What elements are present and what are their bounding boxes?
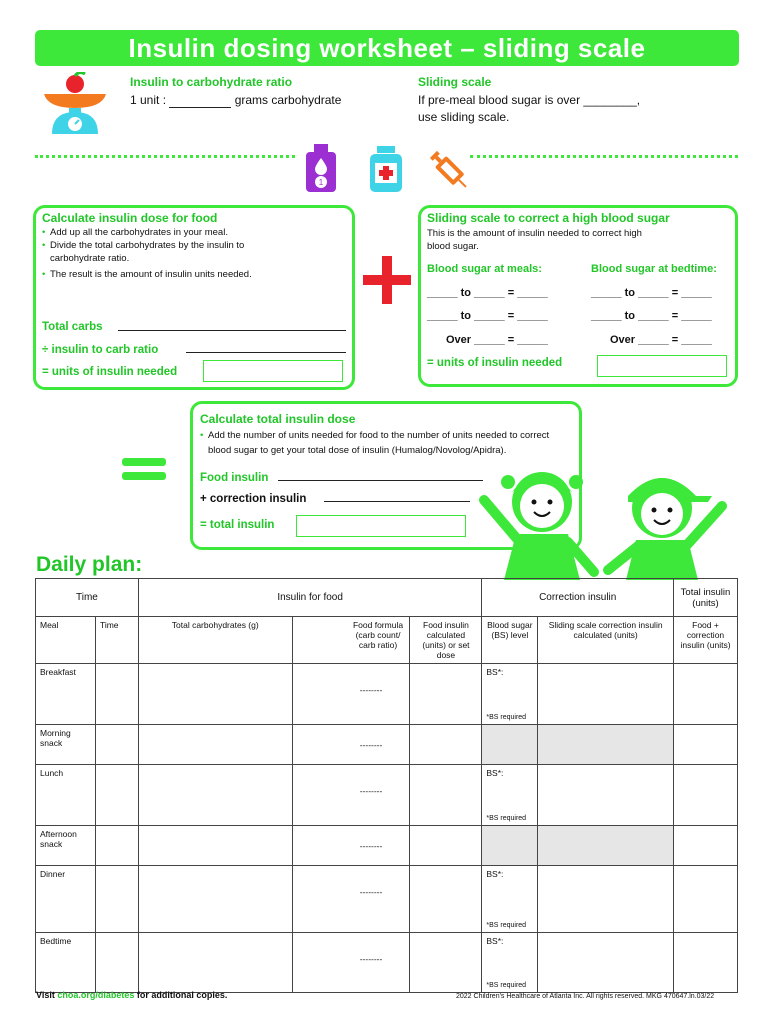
food-calc-cell[interactable] — [410, 664, 482, 725]
food-insulin-input[interactable] — [278, 469, 483, 481]
ratio-line — [130, 93, 341, 108]
ratio-suffix: grams carbohydrate — [234, 93, 342, 107]
bs-cell[interactable] — [482, 826, 538, 866]
total-insulin-input[interactable] — [296, 515, 466, 537]
formula-dash: -------- — [359, 740, 383, 750]
meal-cell — [36, 664, 96, 725]
bedtime-row-over[interactable]: Over _____ = _____ — [610, 334, 712, 346]
ratio-prefix: 1 unit : — [130, 93, 170, 107]
carbs-cell[interactable] — [138, 725, 292, 765]
bedtime-row-1[interactable]: _____ to _____ = _____ — [591, 287, 712, 299]
carbs-cell[interactable] — [138, 826, 292, 866]
title-bar — [35, 30, 739, 66]
total-dose-heading: Calculate total insulin dose — [200, 412, 356, 426]
sliding-text — [418, 92, 640, 126]
divider-right — [470, 155, 738, 158]
food-plus-subheader: Food + correction insulin (units) — [674, 617, 738, 664]
carbs-cell[interactable] — [138, 664, 292, 725]
time-cell[interactable] — [95, 765, 138, 826]
formula-dash: -------- — [359, 954, 383, 964]
meals-row-1[interactable]: _____ to _____ = _____ — [427, 287, 548, 299]
meal-cell — [36, 866, 96, 933]
food-calc-subheader: Food insulin calculated (units) or set dose — [410, 617, 482, 664]
food-dose-bullets — [42, 226, 292, 281]
ratio-grams-input[interactable] — [169, 95, 231, 108]
sliding-line1: If pre-meal blood sugar is over ________, — [418, 93, 641, 107]
bs-label: BS*: — [486, 768, 504, 778]
scale-cell[interactable] — [538, 664, 674, 725]
formula-dash: -------- — [359, 841, 383, 851]
formula-cell[interactable] — [292, 933, 410, 993]
sliding-heading: Sliding scale — [418, 75, 492, 89]
footer-visit: Visit choa.org/diabetes for additional copies. — [36, 990, 228, 1000]
meal-cell — [36, 933, 96, 993]
ratio-heading: Insulin to carbohydrate ratio — [130, 75, 293, 89]
table-row — [36, 826, 738, 866]
carbs-cell[interactable] — [138, 933, 292, 993]
food-dose-heading: Calculate insulin dose for food — [42, 211, 218, 225]
bs-subheader: Blood sugar (BS) level — [482, 617, 538, 664]
meal-cell — [36, 765, 96, 826]
bs-required-note: *BS required — [486, 982, 527, 989]
scale-cell[interactable] — [538, 725, 674, 765]
carbs-cell[interactable] — [138, 866, 292, 933]
meal-label: Dinner — [40, 869, 66, 879]
bs-required-note: *BS required — [486, 714, 527, 721]
correction-insulin-input[interactable] — [324, 490, 470, 502]
food-calc-cell[interactable] — [410, 765, 482, 826]
equals-icon — [120, 456, 168, 482]
formula-cell[interactable] — [292, 866, 410, 933]
kids-illustration — [476, 452, 738, 580]
time-subheader: Time — [95, 617, 138, 664]
meal-label: Afternoon snack — [40, 829, 77, 849]
food-calc-cell[interactable] — [410, 725, 482, 765]
carbs-subheader: Total carbohydrates (g) — [138, 617, 292, 664]
bs-cell[interactable] — [482, 866, 538, 933]
time-cell[interactable] — [95, 725, 138, 765]
total-carbs-input[interactable] — [118, 319, 346, 331]
time-header: Time — [36, 579, 139, 617]
bs-cell[interactable] — [482, 765, 538, 826]
food-units-label: = units of insulin needed — [42, 366, 178, 378]
total-header: Total insulin (units) — [674, 579, 738, 617]
correction-units-input[interactable] — [597, 355, 727, 377]
total-cell[interactable] — [674, 866, 738, 933]
footer-copyright: 2022 Children's Healthcare of Atlanta Inc. All rights reserved. MKG 470647.ln.03/22 — [456, 993, 715, 1000]
meals-row-2[interactable]: _____ to _____ = _____ — [427, 310, 548, 322]
divide-ratio-label: ÷ insulin to carb ratio — [42, 344, 159, 356]
meal-label: Morning snack — [40, 728, 71, 748]
divider-left — [35, 155, 295, 158]
total-cell[interactable] — [674, 664, 738, 725]
food-dose-bullet-2: • Divide the total carbohydrates by the insulin to carbohydrate ratio. — [42, 239, 292, 265]
footer-link[interactable]: choa.org/diabetes — [57, 990, 135, 1000]
food-units-input[interactable] — [203, 360, 343, 382]
scale-cell[interactable] — [538, 765, 674, 826]
food-header: Insulin for food — [138, 579, 482, 617]
time-cell[interactable] — [95, 826, 138, 866]
bs-required-note: *BS required — [486, 815, 527, 822]
insulin-vial-icon — [368, 146, 404, 192]
food-calc-cell[interactable] — [410, 866, 482, 933]
total-cell[interactable] — [674, 765, 738, 826]
plus-icon — [361, 254, 413, 306]
table-row — [36, 725, 738, 765]
total-insulin-label: = total insulin — [200, 519, 275, 531]
food-dose-bullet-1: • Add up all the carbohydrates in your meal. — [42, 226, 292, 239]
formula-subheader: Food formula (carb count/ carb ratio) — [292, 617, 410, 664]
divide-ratio-input[interactable] — [186, 341, 346, 353]
bs-label: BS*: — [486, 936, 504, 946]
bs-cell[interactable] — [482, 664, 538, 725]
formula-cell[interactable] — [292, 664, 410, 725]
bedtime-row-2[interactable]: _____ to _____ = _____ — [591, 310, 712, 322]
food-dose-bullet-3: • The result is the amount of insulin units needed. — [42, 268, 292, 281]
scale-subheader: Sliding scale correction insulin calculated (units) — [538, 617, 674, 664]
formula-cell[interactable] — [292, 826, 410, 866]
correction-desc: This is the amount of insulin needed to correct high blood sugar. — [427, 228, 642, 252]
correction-header: Correction insulin — [482, 579, 674, 617]
bs-cell[interactable] — [482, 933, 538, 993]
meal-cell — [36, 826, 96, 866]
correction-heading: Sliding scale to correct a high blood sugar — [427, 211, 670, 225]
formula-dash: -------- — [359, 685, 383, 695]
table-row — [36, 933, 738, 993]
scale-cell[interactable] — [538, 826, 674, 866]
time-cell[interactable] — [95, 866, 138, 933]
meals-row-over[interactable]: Over _____ = _____ — [446, 334, 548, 346]
table-row — [36, 866, 738, 933]
meal-subheader: Meal — [36, 617, 96, 664]
table-row — [36, 664, 738, 725]
total-cell[interactable] — [674, 826, 738, 866]
food-calc-cell[interactable] — [410, 933, 482, 993]
bs-label: BS*: — [486, 667, 504, 677]
daily-plan-table — [35, 578, 738, 993]
syringe-icon — [426, 146, 472, 194]
scale-cell[interactable] — [538, 933, 674, 993]
formula-cell[interactable] — [292, 725, 410, 765]
meal-label: Bedtime — [40, 936, 72, 946]
correction-units-label: = units of insulin needed — [427, 357, 563, 369]
total-cell[interactable] — [674, 725, 738, 765]
time-cell[interactable] — [95, 664, 138, 725]
daily-plan-heading: Daily plan: — [36, 553, 143, 576]
total-cell[interactable] — [674, 933, 738, 993]
food-scale-icon — [38, 72, 112, 136]
svg-text:1: 1 — [318, 178, 324, 187]
sliding-line2: use sliding scale. — [418, 110, 510, 124]
total-carbs-label: Total carbs — [42, 321, 103, 333]
bs-required-note: *BS required — [486, 922, 527, 929]
table-row — [36, 765, 738, 826]
bedtime-label: Blood sugar at bedtime: — [591, 263, 717, 275]
page-title: Insulin dosing worksheet – sliding scale — [128, 33, 646, 63]
meals-label: Blood sugar at meals: — [427, 263, 542, 275]
total-dose-bullet: • Add the number of units needed for food to the number of units needed to correct blood sugar to get your total dose of insulin (Humalog/Novolog/Apidra). — [200, 428, 560, 458]
food-calc-cell[interactable] — [410, 826, 482, 866]
formula-dash: -------- — [359, 786, 383, 796]
meal-label: Breakfast — [40, 667, 76, 677]
food-insulin-label: Food insulin — [200, 472, 269, 484]
bs-label: BS*: — [486, 869, 504, 879]
bs-cell[interactable] — [482, 725, 538, 765]
time-cell[interactable] — [95, 933, 138, 993]
correction-insulin-label: + correction insulin — [200, 493, 307, 505]
formula-cell[interactable] — [292, 765, 410, 826]
glucose-meter-icon — [304, 144, 338, 192]
formula-dash: -------- — [359, 887, 383, 897]
carbs-cell[interactable] — [138, 765, 292, 826]
meal-label: Lunch — [40, 768, 64, 778]
meal-cell — [36, 725, 96, 765]
scale-cell[interactable] — [538, 866, 674, 933]
